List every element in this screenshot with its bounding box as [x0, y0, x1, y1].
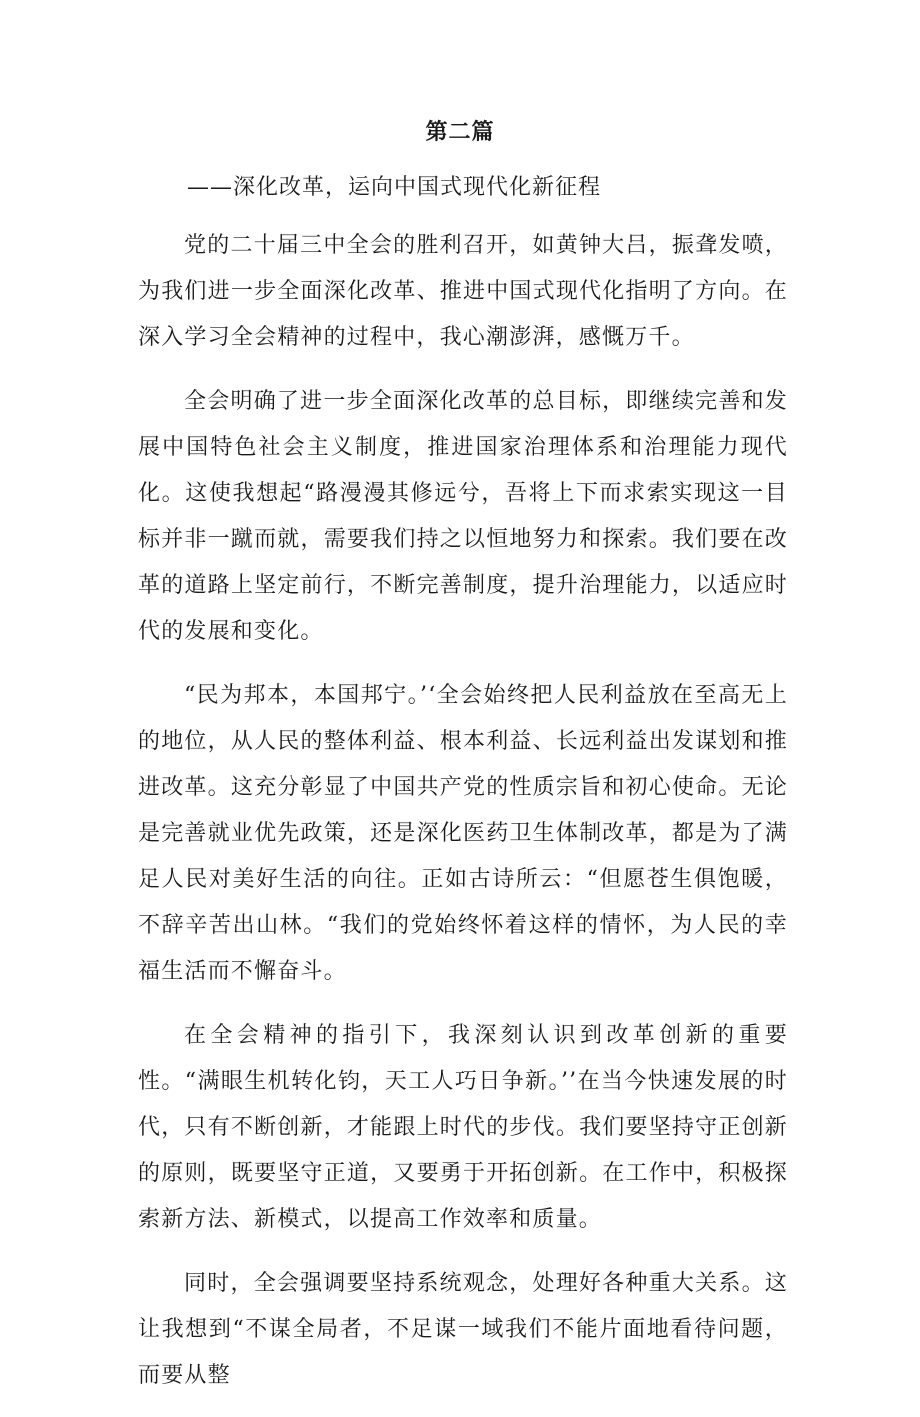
paragraph: 党的二十届三中全会的胜利召开，如黄钟大吕，振聋发喷，为我们进一步全面深化改革、推进中国式现代化指明了方向。在深入学习全会精神的过程中，我心潮澎湃，感慨万千。 — [138, 233, 788, 350]
paragraph: 同时，全会强调要坚持系统观念，处理好各种重大关系。这让我想到“不谋全局者，不足谋一域我们不能片面地看待问题，而要从整 — [138, 1271, 788, 1388]
paragraph: “民为邦本，本国邦宁。’‘全会始终把人民利益放在至高无上的地位，从人民的整体利益、根本利益、长远利益出发谋划和推进改革。这充分彰显了中国共产党的性质宗旨和初心使命。无论是完善就业优先政策，还是深化医药卫生体制改革，都是为了满足人民对美好生活的向往。正如古诗所云：“但愿苍生俱饱暖，不辞辛苦出山林。“我们的党始终怀着这样的情怀，为人民的幸福生活而不懈奋斗。 — [138, 683, 788, 984]
paragraph: 全会明确了进一步全面深化改革的总目标，即继续完善和发展中国特色社会主义制度，推进国家治理体系和治理能力现代化。这使我想起“路漫漫其修远兮，吾将上下而求索实现这一目标并非一蹴而就，需要我们持之以恒地努力和探索。我们要在改革的道路上坚定前行，不断完善制度，提升治理能力，以适应时代的发展和变化。 — [138, 389, 788, 644]
document-body — [138, 223, 788, 1417]
document-subtitle: ——深化改革，运向中国式现代化新征程 — [187, 175, 602, 200]
paragraph: 在全会精神的指引下，我深刻认识到改革创新的重要性。“满眼生机转化钧，天工人巧日争新。’’在当今快速发展的时代，只有不断创新，才能跟上时代的步伐。我们要坚持守正创新的原则，既要坚守正道，又要勇于开拓创新。在工作中，积极探索新方法、新模式，以提高工作效率和质量。 — [138, 1023, 788, 1232]
document-title: 第二篇 — [425, 119, 495, 145]
